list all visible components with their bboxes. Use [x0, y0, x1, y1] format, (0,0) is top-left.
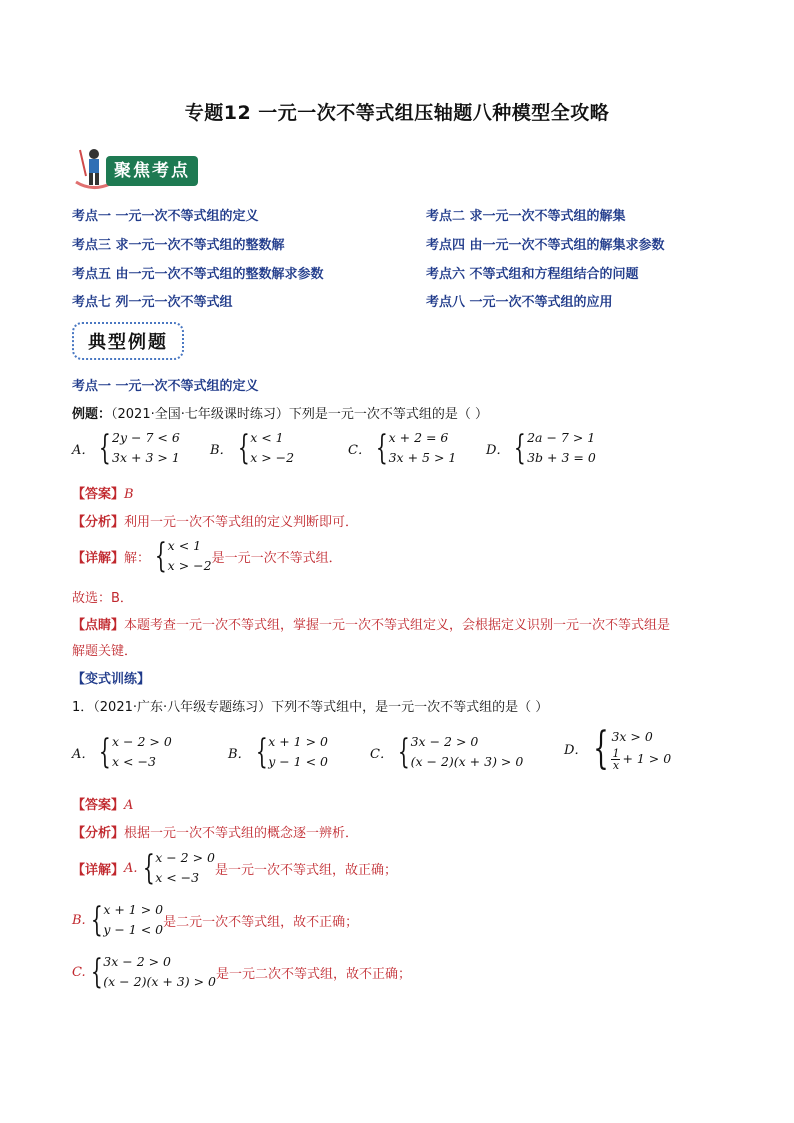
- comment-tag: 【点睛】: [72, 618, 125, 633]
- option-line: x < 1: [250, 430, 284, 445]
- option-line: 3b + 3 = 0: [527, 450, 596, 465]
- topic-4: 考点四 由一元一次不等式组的解集求参数: [426, 238, 665, 253]
- topic-3: 考点三 求一元一次不等式组的整数解: [72, 238, 285, 253]
- option-label: C．: [370, 746, 393, 762]
- analysis-tag: 【分析】: [72, 826, 125, 841]
- example-option-d: [486, 428, 596, 468]
- example-answer: [72, 483, 134, 502]
- detail-line: x < 1: [167, 538, 202, 553]
- option-line: (x − 2)(x + 3) > 0: [410, 754, 524, 769]
- fraction-numerator: 1: [612, 747, 620, 760]
- topic-2: 考点二 求一元一次不等式组的解集: [426, 209, 626, 224]
- analysis-tag: 【分析】: [72, 515, 125, 530]
- option-label: A．: [72, 442, 95, 458]
- section-heading: 考点一 一元一次不等式组的定义: [72, 379, 259, 394]
- left-brace-icon: {: [99, 428, 112, 468]
- example-prefix: 例题：: [72, 407, 112, 422]
- option-line: x > −2: [250, 450, 295, 465]
- left-brace-icon: {: [397, 732, 410, 772]
- option-label: B．: [210, 442, 233, 458]
- topic-5: 考点五 由一元一次不等式组的整数解求参数: [72, 267, 324, 282]
- detail-prefix: 解：: [124, 550, 151, 566]
- detail-label: C.: [72, 964, 86, 980]
- detail-line: 3x − 2 > 0: [103, 954, 172, 969]
- variant-analysis: [72, 822, 358, 841]
- variant-option-d: [564, 722, 672, 774]
- answer-tag: 【答案】: [72, 798, 125, 813]
- variant-option-a: [72, 732, 172, 772]
- option-line: x < −3: [112, 754, 156, 769]
- topic-1: 考点一 一元一次不等式组的定义: [72, 209, 259, 224]
- detail-line: x < −3: [155, 870, 200, 885]
- answer-value: B: [124, 487, 134, 502]
- focus-badge-label: 聚焦考点: [106, 156, 198, 186]
- example-comment-line2: 解题关键．: [72, 644, 138, 659]
- example-option-c: [348, 428, 456, 468]
- example-detail: [72, 536, 342, 576]
- analysis-text: 根据一元一次不等式组的概念逐一辨析．: [124, 826, 359, 841]
- detail-text: 是二元一次不等式组，故不正确；: [163, 914, 359, 930]
- answer-value: A: [124, 798, 134, 813]
- option-line: 3x > 0: [611, 729, 653, 744]
- detail-line: (x − 2)(x + 3) > 0: [103, 974, 216, 989]
- left-brace-icon: {: [255, 732, 268, 772]
- example-question: [72, 403, 488, 422]
- detail-label: B.: [72, 912, 86, 928]
- focus-badge: [72, 146, 200, 192]
- topic-7: 考点七 列一元一次不等式组: [72, 295, 233, 310]
- option-line-fraction: [611, 748, 671, 771]
- detail-line: x − 2 > 0: [155, 850, 215, 865]
- left-brace-icon: {: [90, 900, 103, 940]
- example-option-a: [72, 428, 180, 468]
- option-line: 3x − 2 > 0: [410, 734, 479, 749]
- left-brace-icon: {: [375, 428, 388, 468]
- variant-option-b: [228, 732, 328, 772]
- left-brace-icon: {: [593, 722, 610, 774]
- variant-detail-a: [72, 848, 397, 888]
- example-choice: 故选：B．: [72, 591, 133, 606]
- option-label: D．: [564, 743, 588, 758]
- topic-8: 考点八 一元一次不等式组的应用: [426, 295, 613, 310]
- variant-heading: 【变式训练】: [72, 672, 151, 687]
- option-line: x + 1 > 0: [268, 734, 328, 749]
- example-analysis: [72, 511, 358, 530]
- option-line: 2y − 7 < 6: [112, 430, 180, 445]
- page-title: 专题12 一元一次不等式组压轴题八种模型全攻略: [184, 102, 610, 124]
- detail-label: A.: [124, 860, 138, 876]
- detail-line: x > −2: [167, 558, 212, 573]
- detail-tag: 【详解】: [72, 550, 125, 566]
- option-line: 3x + 3 > 1: [112, 450, 180, 465]
- option-line: x + 2 = 6: [388, 430, 449, 445]
- detail-suffix: 是一元一次不等式组．: [211, 550, 342, 566]
- option-line: y − 1 < 0: [268, 754, 329, 769]
- left-brace-icon: {: [154, 536, 167, 576]
- left-brace-icon: {: [514, 428, 527, 468]
- detail-line: x + 1 > 0: [103, 902, 164, 917]
- comment-text: 本题考查一元一次不等式组，掌握一元一次不等式组定义，会根据定义识别一元一次不等式组是: [124, 618, 671, 633]
- variant-option-c: [370, 732, 523, 772]
- variant-detail-b: [72, 900, 358, 940]
- variant-question: 1．（2021·广东·八年级专题练习）下列不等式组中，是一元一次不等式组的是（ ）: [72, 700, 549, 715]
- option-line: x − 2 > 0: [112, 734, 172, 749]
- fraction-denominator: x: [612, 759, 620, 772]
- variant-detail-c: [72, 952, 411, 992]
- answer-tag: 【答案】: [72, 487, 125, 502]
- option-line: 3x + 5 > 1: [388, 450, 457, 465]
- option-label: B．: [228, 746, 251, 762]
- analysis-text: 利用一元一次不等式组的定义判断即可．: [124, 515, 359, 530]
- detail-line: y − 1 < 0: [103, 922, 164, 937]
- typical-examples-box: 典型例题: [72, 322, 184, 360]
- example-question-text: （2021·全国·七年级课时练习）下列是一元一次不等式组的是（ ）: [111, 407, 488, 422]
- example-option-b: [210, 428, 294, 468]
- detail-tag: 【详解】: [72, 862, 125, 878]
- detail-text: 是一元一次不等式组，故正确；: [214, 862, 397, 878]
- left-brace-icon: {: [99, 732, 112, 772]
- detail-text: 是一元二次不等式组，故不正确；: [216, 966, 412, 982]
- left-brace-icon: {: [237, 428, 250, 468]
- left-brace-icon: {: [142, 848, 155, 888]
- option-label: A．: [72, 746, 95, 762]
- option-label: D．: [486, 442, 510, 458]
- option-line: + 1 > 0: [622, 751, 672, 766]
- example-comment: [72, 614, 670, 633]
- option-line: 2a − 7 > 1: [527, 430, 596, 445]
- left-brace-icon: {: [90, 952, 103, 992]
- variant-answer: [72, 794, 133, 813]
- topic-6: 考点六 不等式组和方程组结合的问题: [426, 267, 639, 282]
- option-label: C．: [348, 442, 371, 458]
